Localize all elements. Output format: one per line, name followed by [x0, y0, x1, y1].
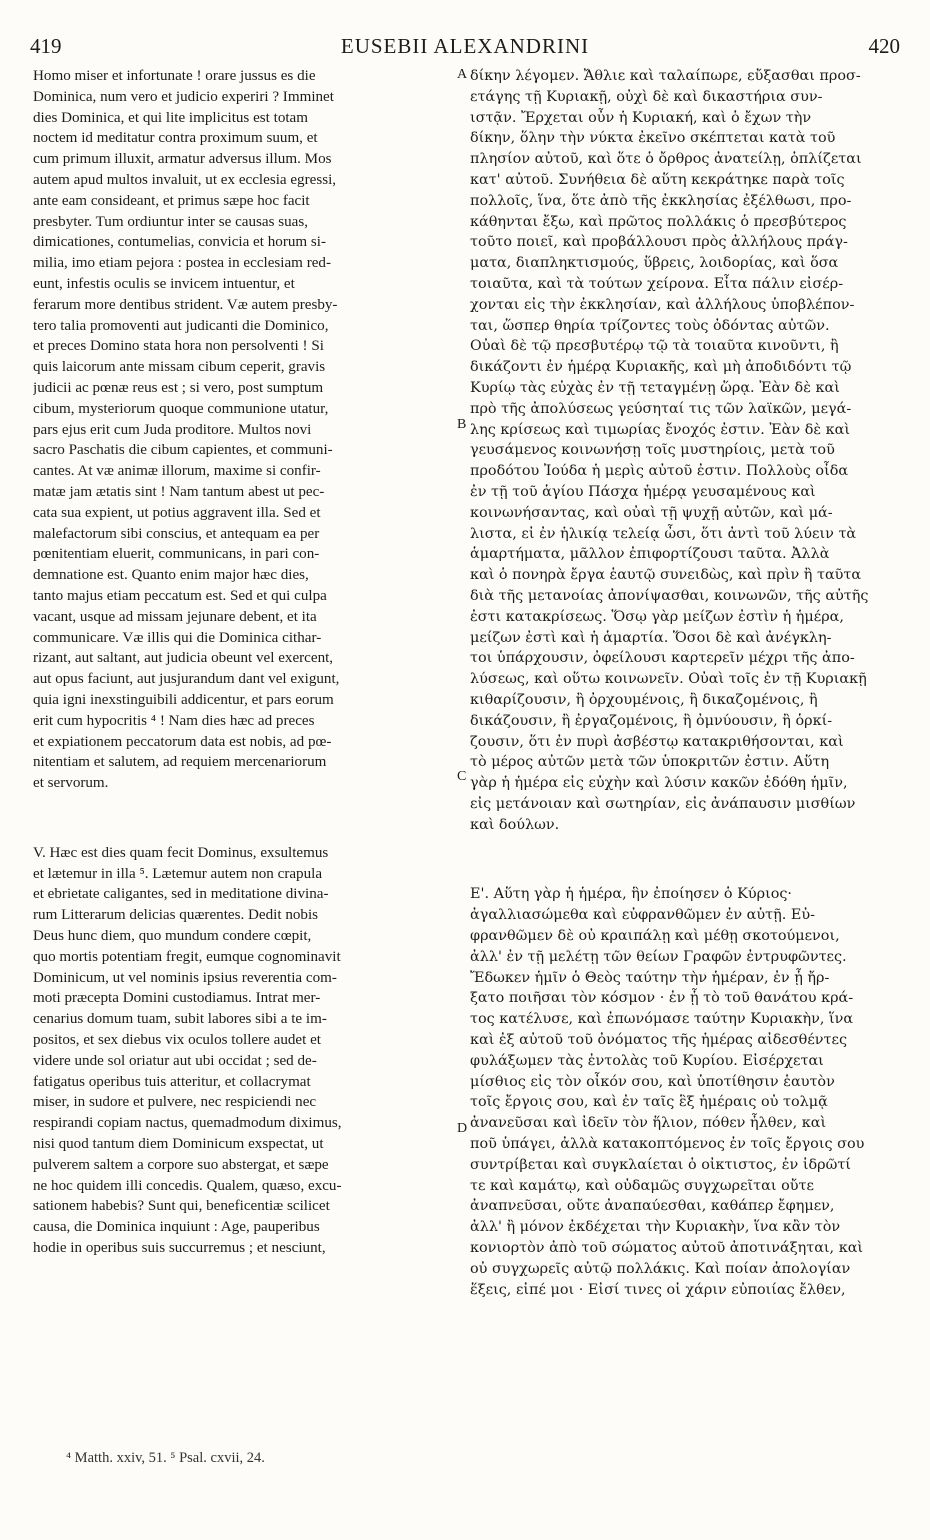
- greek-text-line: τε καὶ καμάτῳ, καὶ οὐδαμῶς συγχωρεῖται οὔτε: [470, 1177, 814, 1194]
- greek-text-line: κάθηνται ἔξω, καὶ πρῶτος πολλάκις ὁ πρεσβύτερος: [470, 213, 847, 230]
- greek-text-line: ἀναπνεῦσαι, οὔτε ἀναπαύεσθαι, καθάπερ ἔφημεν,: [470, 1198, 835, 1215]
- paragraph-gap: [470, 835, 898, 884]
- latin-text-line: fatigatus operibus tuis atteritur, et collacrymat: [33, 1073, 311, 1090]
- greek-text-line: λύσεως, καὶ οὕτω κοινωνεῖν. Οὐαὶ τοῖς ἐν τῇ Κυριακῇ: [470, 671, 867, 688]
- latin-text-line: hodie in operibus suis succurremus ; et nesciunt,: [33, 1240, 326, 1257]
- greek-text-line: κοινωνήσαντας, καὶ οὐαὶ τῇ ψυχῇ αὐτῶν, καὶ μά-: [470, 504, 833, 521]
- latin-text-line: Deus hunc diem, quo mundum condere cœpit,: [33, 928, 312, 945]
- latin-text-line: matæ jam ætatis sint ! Nam tantum abest ut pec-: [33, 483, 325, 500]
- greek-text-line: προδότου Ἰούδα ἡ μερὶς αὐτοῦ ἐστιν. Πολλοὺς οἶδα: [470, 463, 849, 480]
- greek-text-line: φρανθῶμεν δὲ οὐ κραιπάλῃ καὶ μέθῃ σκοτούμενοι,: [470, 928, 840, 945]
- latin-text-line: dies Dominica, et qui lite implicitus est totam: [33, 109, 308, 126]
- latin-text-line: et servorum.: [33, 775, 109, 792]
- latin-text-line: dimicationes, contumelias, convicia et horum si-: [33, 234, 326, 251]
- greek-text-line: ζουσιν, ὅτι ἐν πυρὶ ἀσβέστῳ κατακριθήσονται, καὶ: [470, 733, 844, 750]
- greek-text-line: λης κρίσεως καὶ τιμωρίας ἔνοχός ἐστιν. Ἐὰν δὲ καὶ: [470, 421, 851, 438]
- greek-text-line: Οὐαὶ δὲ τῷ πρεσβυτέρῳ τῷ τὰ τοιαῦτα κινοῦντι, ἢ: [470, 338, 839, 355]
- latin-text-line: pars ejus erit cum Juda proditore. Multos novi: [33, 421, 312, 438]
- greek-text-line: λιστα, εἰ ἐν ἡλικίᾳ τελείᾳ ὦσι, ὅτι ἀντὶ τοῦ λύειν τὰ: [470, 525, 857, 542]
- latin-text-line: ferarum more dentibus strident. Væ autem presby-: [33, 296, 338, 313]
- greek-text-line: διὰ τῆς μετανοίας ἀπονίψασθαι, κοινωνῶν, τῆς αὐτῆς: [470, 587, 869, 604]
- latin-text-line: rum Litterarum delicias quærentes. Dedit nobis: [33, 907, 319, 924]
- page-number-left: 419: [30, 34, 62, 58]
- greek-text-line: Κυρίῳ τὰς εὐχὰς ἐν τῇ τεταγμένῃ ὥρᾳ. Ἐὰν δὲ καὶ: [470, 379, 840, 396]
- greek-text-line: τοιαῦτα, καὶ τὰ τούτων χείρονα. Εἶτα πάλιν εἰσέρ-: [470, 275, 844, 292]
- latin-text-line: pulverem saltem a corpore suo abstergat, et sæpe: [33, 1156, 329, 1173]
- latin-text-line: cata sua expient, ut potius aggravent illa. Sed et: [33, 504, 321, 521]
- greek-text-line: ξατο ποιῆσαι τὸν κόσμον · ἐν ᾗ τὸ τοῦ θανάτου κρά-: [470, 990, 854, 1007]
- latin-text-line: tanto majus etiam peccatum est. Sed et qui culpa: [33, 587, 327, 604]
- greek-text-line: ἁμαρτήματα, μᾶλλον ἐπιφορτίζουσι ταῦτα. Ἀλλὰ: [470, 546, 830, 563]
- greek-text-line: ματα, διαπληκτισμούς, ὕβρεις, λοιδορίας, καὶ ὅσα: [470, 255, 839, 272]
- latin-text-line: respirandi copiam nactus, quemadmodum diximus,: [33, 1115, 342, 1132]
- latin-text-line: ne hoc quidem illi concedis. Qualem, quæso, excu-: [33, 1177, 342, 1194]
- greek-text-line: Ἔδωκεν ἡμῖν ὁ Θεὸς ταύτην τὴν ἡμέραν, ἐν ᾗ ἤρ-: [470, 969, 830, 986]
- latin-text-line: moti præcepta Domini custodiamus. Intrat mer-: [33, 990, 321, 1007]
- margin-marker-b: B: [457, 417, 467, 432]
- greek-text-line: μείζων ἐστὶ καὶ ἡ ἁμαρτία. Ὅσοι δὲ καὶ ἀνέγκλη-: [470, 629, 832, 646]
- greek-text-line: καὶ δούλων.: [470, 816, 560, 833]
- latin-text-line: cibum, mysteriorum quoque communione utatur,: [33, 400, 329, 417]
- greek-text-line: ιστᾷν. Ἔρχεται οὖν ἡ Κυριακή, καὶ ὁ ἔχων τὴν: [470, 109, 812, 126]
- greek-text-line: ἀγαλλιασώμεθα καὶ εὐφρανθῶμεν ἐν αὐτῇ. Εὐ-: [470, 907, 815, 924]
- latin-text-line: miser, in sudore et pulvere, nec respiciendi nec: [33, 1094, 317, 1111]
- latin-text-line: nisi quod tantum diem Dominicum exspectat, ut: [33, 1136, 324, 1153]
- footnotes: ⁴ Matth. xxiv, 51. ⁵ Psal. cxvii, 24.: [66, 1450, 265, 1466]
- latin-text-line: autem apud multos invaluit, ut ex ecclesia egressi,: [33, 171, 337, 188]
- greek-text-line: δικάζουσιν, ἢ ἐργαζομένοις, ἢ ὀμνύουσιν, ἢ ὁρκί-: [470, 712, 833, 729]
- greek-text-line: κιθαρίζουσιν, ἢ ὀρχουμένοις, ἢ δικαζομένοις, ἢ: [470, 691, 818, 708]
- margin-marker-a: A: [457, 67, 468, 82]
- latin-text-line: quis laicorum ante missam cibum ceperit, gravis: [33, 359, 326, 376]
- greek-text-line: χονται εἰς τὴν ἐκκλησίαν, καὶ ἀλλήλους ὑποβλέπον-: [470, 296, 855, 313]
- latin-text-line: positos, et sex diebus vix oculos tollere audet et: [33, 1032, 321, 1049]
- latin-text-line: rizant, aut saltant, aut judicia obeunt vel exercent,: [33, 650, 334, 667]
- latin-text-line: erit cum hypocritis ⁴ ! Nam dies hæc ad preces: [33, 712, 315, 729]
- greek-text-line: ἐστι κατακρίσεως. Ὅσῳ γὰρ μείζων ἐστὶν ἡ ἡμέρα,: [470, 608, 844, 625]
- greek-text-line: Ε'. Αὕτη γὰρ ἡ ἡμέρα, ἣν ἐποίησεν ὁ Κύριος·: [470, 886, 793, 903]
- greek-text-line: καὶ ἐξ αὐτοῦ τοῦ ὀνόματος τῆς ἡμέρας αἰδεσθέντες: [470, 1032, 848, 1049]
- greek-text-line: κονιορτὸν ἀπὸ τοῦ σώματος αὐτοῦ ἀποτινάξηται, καὶ: [470, 1240, 864, 1257]
- greek-text-line: κατ' αὐτοῦ. Συνήθεια δὲ αὕτη κεκράτηκε παρὰ τοῖς: [470, 171, 845, 188]
- latin-text-line: noctem id meditatur contra proximum suum, et: [33, 130, 318, 147]
- latin-text-line: et preces Domino stata hora non persolventi ! Si: [33, 338, 324, 355]
- greek-text-line: ται, ὥσπερ θηρία τρίζοντες τοὺς ὀδόντας αὐτῶν.: [470, 317, 830, 334]
- latin-text-line: vacant, usque ad missam jejunare debent, et ita: [33, 608, 317, 625]
- greek-text-line: δίκην λέγομεν. Ἄθλιε καὶ ταλαίπωρε, εὔξασθαι προσ-: [470, 68, 861, 84]
- latin-text-line: cum primum illuxit, armatur adversus illum. Mos: [33, 151, 332, 168]
- greek-text-line: τὸ μέρος αὐτῶν μετὰ τῶν ὑποκριτῶν ἐστιν. Αὕτη: [470, 754, 830, 771]
- latin-text-line: sacro Paschatis die cibum capientes, et communi-: [33, 442, 333, 459]
- greek-column: [470, 66, 898, 1300]
- greek-text-line: ἀλλ' ἐν τῇ μελέτῃ τῶν θείων Γραφῶν ἐντρυφῶντες.: [470, 948, 847, 965]
- latin-text-line: et expiationem peccatorum data est nobis, ad pœ-: [33, 733, 332, 750]
- latin-text-line: cantes. At væ animæ illorum, maxime si confir-: [33, 463, 321, 480]
- greek-text-line: δίκην, ὅλην τὴν νύκτα ἐκεῖνο σκέπτεται κατὰ τοῦ: [470, 130, 836, 147]
- greek-text-line: δικάζοντι ἐν ἡμέρᾳ Κυριακῆς, καὶ μὴ ἀποδιδόντι τῷ: [470, 359, 852, 376]
- greek-text-line: εἰς μετάνοιαν καὶ σωτηρίαν, εἰς ἀνάπαυσιν μισθίων: [470, 795, 856, 812]
- latin-text-line: judicii ac pœnæ reus est ; si vero, post sumptum: [33, 379, 324, 396]
- paragraph-gap: [33, 794, 457, 843]
- latin-text-line: et ebrietate caligantes, sed in meditatione divina-: [33, 886, 329, 903]
- latin-text-line: Homo miser et infortunate ! orare jussus es die: [33, 68, 316, 84]
- latin-text-line: communicare. Væ illis qui die Dominica cithar-: [33, 629, 322, 646]
- greek-text-line: ἀλλ' ἢ μόνον ἐκδέχεται τὴν Κυριακὴν, ἵνα κἂν τὸν: [470, 1219, 841, 1236]
- latin-text-line: cenarius domum tuam, subit labores sibi a te im-: [33, 1011, 327, 1028]
- greek-text-line: τοῦτο ποιεῖ, καὶ προβάλλουσι πρὸς ἀλλήλους πράγ-: [470, 234, 848, 251]
- greek-text-line: τοι ὑπάρχουσιν, ὀφείλουσι καρτερεῖν μέχρι τῆς ἀπο-: [470, 650, 855, 667]
- latin-text-line: Dominicum, ut vel nominis ipsius reverentia com-: [33, 969, 337, 986]
- latin-text-line: demnatione est. Quanto enim major hæc dies,: [33, 567, 309, 584]
- greek-text-line: πολλοῖς, ἵνα, ὅτε ἀπὸ τῆς ἐκκλησίας ἐξέλθωσι, προ-: [470, 192, 852, 209]
- page-header: [30, 34, 900, 64]
- latin-text-line: tero talia promoventi aut judicanti die Dominico,: [33, 317, 329, 334]
- greek-text-line: γὰρ ἡ ἡμέρα εἰς εὐχὴν καὶ λύσιν κακῶν ἐδόθη ἡμῖν,: [470, 775, 848, 792]
- running-title: EUSEBII ALEXANDRINI: [340, 34, 590, 58]
- latin-text-line: aut opus faciunt, aut jusjurandum dant vel exigunt,: [33, 671, 340, 688]
- greek-text-line: καὶ ὁ πονηρὰ ἔργα ἑαυτῷ συνειδὼς, καὶ πρὶν ἢ ταῦτα: [470, 567, 862, 584]
- greek-text-line: οὐ συγχωρεῖς αὐτῷ πολλάκις. Καὶ ποίαν ἀπολογίαν: [470, 1260, 851, 1277]
- latin-text-line: ante eam consideant, et primus sæpe hoc facit: [33, 192, 310, 209]
- margin-marker-d: D: [457, 1121, 468, 1136]
- greek-text-line: πρὸ τῆς ἀπολύσεως γεύσηταί τις τῶν λαϊκῶν, μεγά-: [470, 400, 852, 417]
- latin-text-line: pœnitentiam eluerit, communicans, in pari con-: [33, 546, 320, 563]
- latin-text-line: nitentiam et salutem, ad requiem mercenariorum: [33, 754, 327, 771]
- latin-text-line: Dominica, num vero et judicio experiri ? Imminet: [33, 88, 334, 105]
- latin-text-line: V. Hæc est dies quam fecit Dominus, exsultemus: [33, 844, 329, 861]
- greek-text-line: ποῦ ὑπάγει, ἀλλὰ κατακοπτόμενος ἐν τοῖς ἔργοις σου: [470, 1136, 865, 1153]
- greek-text-line: πλησίον αὐτοῦ, καὶ ὅτε ὁ ὄρθρος ἀνατείλῃ, ὁπλίζεται: [470, 151, 862, 168]
- latin-text-line: quo mortis potentiam fregit, eumque cognominavit: [33, 948, 341, 965]
- margin-marker-c: C: [457, 769, 467, 784]
- latin-text-line: et lætemur in illa ⁵. Lætemur autem non crapula: [33, 865, 323, 882]
- latin-text-line: eunt, infestis oculis se invicem intuentur, et: [33, 275, 295, 292]
- latin-text-line: milia, imo etiam pejora : postea in ecclesiam red-: [33, 255, 331, 272]
- latin-column: [33, 66, 457, 1259]
- greek-text-line: τος κατέλυσε, καὶ ἐπωνόμασε ταύτην Κυριακὴν, ἵνα: [470, 1011, 854, 1028]
- greek-text-line: ετάγης τῇ Κυριακῇ, οὐχὶ δὲ καὶ δικαστήρια συν-: [470, 88, 823, 105]
- greek-text-line: τοῖς ἔργοις σου, καὶ ἐν ταῖς ἓξ ἡμέραις οὐ τολμᾷ: [470, 1094, 828, 1111]
- greek-text-line: ἐν τῇ τοῦ ἁγίου Πάσχα ἡμέρᾳ γευσαμένους καὶ: [470, 483, 816, 500]
- greek-text-line: συντρίβεται καὶ συγκλαίεται ὁ οἰκτιστος, ἐν ἱδρῶτί: [470, 1156, 851, 1173]
- latin-text-line: sationem habebis? Sunt qui, beneficentiæ scilicet: [33, 1198, 330, 1215]
- greek-text-line: γευσάμενος κοινωνήσῃ τοῖς μυστηρίοις, μετὰ τοῦ: [470, 442, 835, 459]
- greek-text-line: φυλάξωμεν τὰς ἐντολὰς τοῦ Κυρίου. Εἰσέρχεται: [470, 1052, 824, 1069]
- latin-text-line: malefactorum sibi conscius, et antequam ea per: [33, 525, 320, 542]
- latin-text-line: causa, die Dominica inquiunt : Age, pauperibus: [33, 1219, 320, 1236]
- greek-text-line: ἀνανεῦσαι καὶ ἰδεῖν τὸν ἥλιον, πόθεν ἦλθεν, καὶ: [470, 1115, 827, 1132]
- greek-text-line: ἕξεις, εἰπέ μοι · Εἰσί τινες οἱ χάριν εὐποιίας ἔλθεν,: [470, 1281, 846, 1298]
- latin-text-line: presbyter. Tum ordiuntur inter se causas suas,: [33, 213, 309, 230]
- greek-text-line: μίσθιος εἰς τὸν οἶκόν σου, καὶ ὑποτίθησιν ἑαυτὸν: [470, 1073, 835, 1090]
- page-number-right: 420: [868, 34, 900, 58]
- latin-text-line: quia igni inexstinguibili addicentur, et pars eorum: [33, 691, 334, 708]
- latin-text-line: videre unde sol oriatur aut ubi occidat ; sed de-: [33, 1052, 317, 1069]
